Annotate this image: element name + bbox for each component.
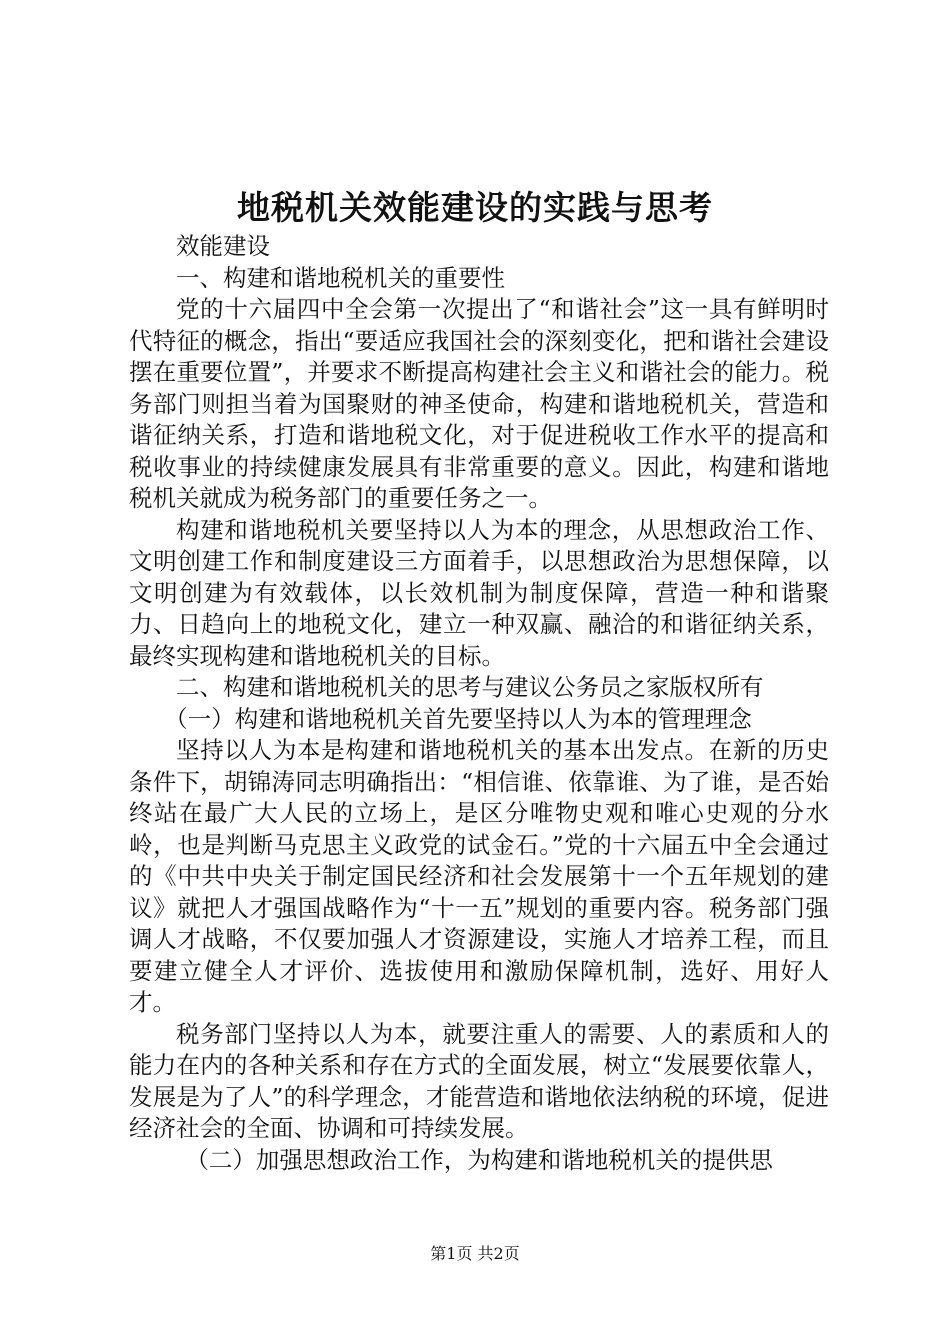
paragraph: 税务部门坚持以人为本，就要注重人的需要、人的素质和人的能力在内的各种关系和存在方式的全面发展，树立“发展要依靠人，发展是为了人”的科学理念，才能营造和谐地依法纳税的环境，促进经济社会的全面、协调和可持续发展。: [129, 1019, 829, 1142]
page-number-footer: 第1页 共2页: [430, 1244, 520, 1263]
document-body: [129, 231, 829, 1176]
keyword-line: 效能建设: [176, 232, 270, 260]
section-heading-1: 一、构建和谐地税机关的重要性: [176, 263, 505, 292]
document-title: 地税机关效能建设的实践与思考: [237, 188, 713, 227]
subsection-heading-2: （二）加强思想政治工作，为构建和谐地税机关的提供思: [185, 1145, 773, 1174]
paragraph: 构建和谐地税机关要坚持以人为本的理念，从思想政治工作、文明创建工作和制度建设三方面着手，以思想政治为思想保障，以文明创建为有效载体，以长效机制为制度保障，营造一种和谐聚力、日趋向上的地税文化，建立一种双赢、融洽的和谐征纳关系，最终实现构建和谐地税机关的目标。: [129, 515, 829, 670]
paragraph: 坚持以人为本是构建和谐地税机关的基本出发点。在新的历史条件下，胡锦涛同志明确指出：“相信谁、依靠谁、为了谁，是否始终站在最广大人民的立场上，是区分唯物史观和唯心史观的分水岭，也是判断马克思主义政党的试金石。”党的十六届五中全会通过的《中共中央关于制定国民经济和社会发展第十一个五年规划的建议》就把人才强国战略作为“十一五”规划的重要内容。税务部门强调人才战略，不仅要加强人才资源建设，实施人才培养工程，而且要建立健全人才评价、选拔使用和激励保障机制，选好、用好人才。: [129, 736, 829, 1016]
section-heading-2: 二、构建和谐地税机关的思考与建议公务员之家版权所有: [176, 673, 764, 701]
paragraph: 党的十六届四中全会第一次提出了“和谐社会”这一具有鲜明时代特征的概念，指出“要适应我国社会的深刻变化，把和谐社会建设摆在重要位置”，并要求不断提高构建社会主义和谐社会的能力。税务部门则担当着为国聚财的神圣使命，构建和谐地税机关，营造和谐征纳关系，打造和谐地税文化，对于促进税收工作水平的提高和税收事业的持续健康发展具有非常重要的意义。因此，构建和谐地税机关就成为税务部门的重要任务之一。: [129, 295, 829, 512]
subsection-heading-1: （一）构建和谐地税机关首先要坚持以人为本的管理理念: [164, 704, 752, 733]
